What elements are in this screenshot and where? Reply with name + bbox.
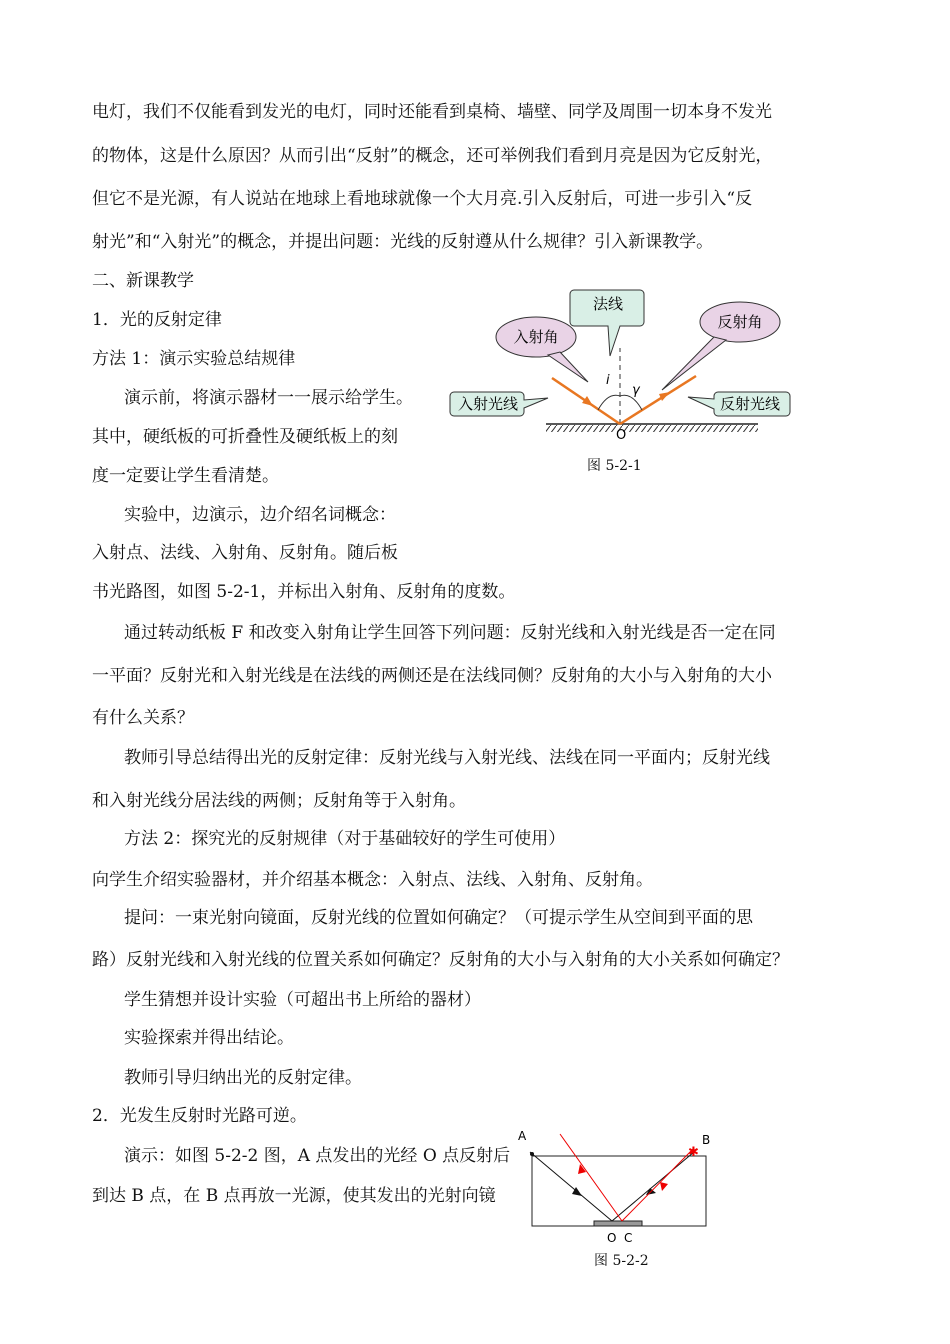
paragraph-line: 度一定要让学生看清楚。 <box>92 466 279 486</box>
star-icon: ✱ <box>688 1145 699 1160</box>
incident-angle-arc <box>598 395 620 410</box>
method-heading: 方法 1：演示实验总结规律 <box>92 349 296 369</box>
paragraph-line: 但它不是光源，有人说站在地球上看地球就像一个大月亮.引入反射后，可进一步引入“反 <box>92 189 753 209</box>
black-ray-out <box>612 1152 694 1221</box>
paragraph-line: 一平面？反射光和入射光线是在法线的两侧还是在法线同侧？反射角的大小与入射角的大小 <box>92 666 772 686</box>
black-ray-in <box>530 1152 612 1221</box>
paragraph-line: 入射点、法线、入射角、反射角。随后板 <box>92 543 398 563</box>
subsection-heading: 1．光的反射定律 <box>92 310 222 330</box>
reversible-path-diagram <box>512 1128 722 1250</box>
paragraph-line: 电灯，我们不仅能看到发光的电灯，同时还能看到桌椅、墙壁、同学及周围一切本身不发光 <box>92 102 772 122</box>
paragraph-line: 实验探索并得出结论。 <box>124 1028 294 1048</box>
point-a-label: A <box>518 1129 527 1143</box>
incident-ray-label: 入射光线 <box>457 395 519 413</box>
paragraph-line: 教师引导总结得出光的反射定律：反射光线与入射光线、法线在同一平面内；反射光线 <box>124 748 770 768</box>
paragraph-line: 实验中，边演示，边介绍名词概念： <box>124 505 396 525</box>
reflect-ray-label: 反射光线 <box>719 395 781 413</box>
paragraph-line: 演示前，将演示器材一一展示给学生。 <box>124 388 413 408</box>
incident-angle-label: 入射角 <box>513 328 559 346</box>
method-heading: 方法 2：探究光的反射规律（对于基础较好的学生可使用） <box>124 829 566 849</box>
red-ray-in <box>622 1148 694 1221</box>
paragraph-line: 的物体，这是什么原因？从而引出“反射”的概念，还可举例我们看到月亮是因为它反射光， <box>92 146 773 166</box>
angle-i-label: i <box>606 373 610 388</box>
reflection-diagram <box>448 282 800 442</box>
point-o-label: O <box>616 428 627 442</box>
paragraph-line: 演示：如图 5-2-2 图，A 点发出的光经 O 点反射后 <box>124 1146 511 1166</box>
paragraph-line: 教师引导归纳出光的反射定律。 <box>124 1068 362 1088</box>
paragraph-line: 通过转动纸板 F 和改变入射角让学生回答下列问题：反射光线和入射光线是否一定在同 <box>124 623 776 643</box>
point-a-dot <box>530 1152 534 1156</box>
paragraph-line: 路）反射光线和入射光线的位置关系如何确定？反射角的大小与入射角的大小关系如何确定？ <box>92 950 789 970</box>
paragraph-line: 向学生介绍实验器材，并介绍基本概念：入射点、法线、入射角、反射角。 <box>92 870 653 890</box>
section-heading: 二、新课教学 <box>92 271 194 291</box>
angle-r-label: γ <box>632 383 640 398</box>
figure-caption: 图 5-2-1 <box>587 458 642 474</box>
reflect-angle-label: 反射角 <box>717 313 763 331</box>
point-c-label: C <box>624 1231 633 1245</box>
figure-caption: 图 5-2-2 <box>594 1253 649 1269</box>
mirror <box>594 1221 642 1226</box>
normal-label: 法线 <box>592 295 624 313</box>
paragraph-line: 和入射光线分居法线的两侧；反射角等于入射角。 <box>92 791 466 811</box>
paragraph-line: 书光路图，如图 5-2-1，并标出入射角、反射角的度数。 <box>92 582 516 602</box>
subsection-heading: 2．光发生反射时光路可逆。 <box>92 1106 307 1126</box>
paragraph-line: 其中，硬纸板的可折叠性及硬纸板上的刻 <box>92 427 398 447</box>
paragraph-line: 到达 B 点，在 B 点再放一光源，使其发出的光射向镜 <box>92 1186 496 1206</box>
red-ray-out <box>560 1134 622 1221</box>
paragraph-line: 有什么关系？ <box>92 708 194 728</box>
point-o-label: O <box>607 1231 617 1245</box>
incident-arrow <box>582 396 593 406</box>
mirror-hatch <box>546 425 758 432</box>
paragraph-line: 提问：一束光射向镜面，反射光线的位置如何确定？（可提示学生从空间到平面的思 <box>124 908 753 928</box>
paragraph-line: 射光”和“入射光”的概念，并提出问题：光线的反射遵从什么规律？引入新课教学。 <box>92 232 714 252</box>
point-b-label: B <box>702 1133 711 1147</box>
paragraph-line: 学生猜想并设计实验（可超出书上所给的器材） <box>124 990 481 1010</box>
